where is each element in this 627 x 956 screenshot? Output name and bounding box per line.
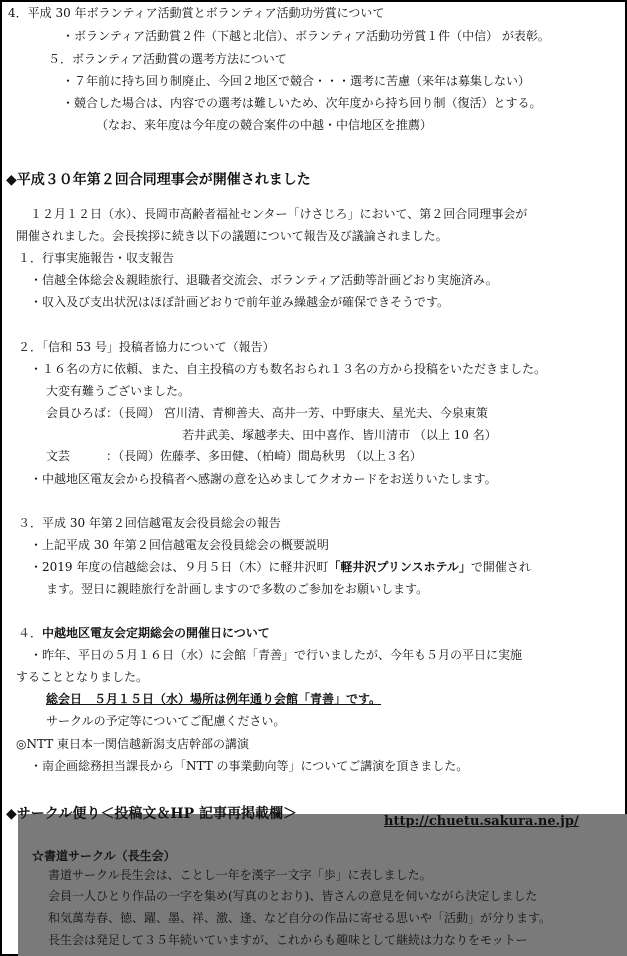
heading-text: サークル便り＜投稿文＆HP 記事再掲載欄＞ [16,806,297,822]
text-line: ・中越地区電友会から投稿者へ感謝の意を込めましてクオカードをお送りいたします。 [30,472,497,486]
text-line: 長生会は発足して３５年続いていますが、これからも趣味として継続は力なりをモットー [48,933,528,947]
text-line: 会員ひろば：（長岡） 宮川清、青柳善夫、高井一芳、中野康夫、星光夫、今泉東策 [46,406,488,420]
text-line: ・南企画総務担当課長から「NTT の事業動向等」についてご講演を頂きました。 [30,759,469,773]
text-line: 4．平成 30 年ボランティア活動賞とボランティア活動功労賞について [8,6,385,20]
text-line: ・上記平成 30 年第２回信越電友会役員総会の概要説明 [30,538,329,552]
text-line: ２．「信和 53 号」投稿者協力について（報告） [18,340,275,354]
heading-text: 平成３０年第２回合同理事会が開催されました [16,172,311,188]
diamond-bullet-icon: ◆ [6,806,17,822]
text-line: ・競合した場合は、内容での選考は難しいため、次年度から持ち回り制（復活）とする。 [62,96,542,110]
text-line: することとなりました。 [16,670,149,684]
text-line: 文芸 ：（長岡）佐藤孝、多田健、（柏崎）間島秋男 （以上３名） [46,449,422,463]
text-span: ・2019 年度の信越総会は、９月５日（木）に軽井沢町 [30,560,329,574]
item-title: 中越地区電友会定期総会の開催日について [42,626,270,640]
circle-news-heading [6,805,297,823]
text-line: ます。翌日に親睦旅行を計画しますので多数のご参加をお願いします。 [46,582,429,596]
item-number: ４． [18,626,43,640]
text-line: ３．平成 30 年第２回信越電友会役員総会の報告 [18,516,281,530]
text-line: 会員一人ひとり作品の一字を集め(写真のとおり)、皆さんの意見を伺いながら決定しました [48,889,538,903]
text-line: サークルの予定等についてご配慮ください。 [46,714,286,728]
text-line: 書道サークル長生会は、ことし一年を漢字一文字「歩」に表しました。 [48,868,432,882]
text-line: ・信越全体総会＆親睦旅行、退職者交流会、ボランティア活動等計画どおり実施済み。 [30,273,498,287]
text-line [18,626,270,641]
text-line: １２月１２日（水）、長岡市高齢者福祉センター「けさじろ」において、第２回合同理事会が [30,207,528,221]
text-line [30,560,531,575]
text-line: （なお、来年度は今年度の競合案件の中越・中信地区を推薦） [96,118,433,132]
hotel-name: 「軽井沢プリンスホテル」 [328,560,471,574]
text-span: で開催され [470,560,531,574]
meeting-date-line: 総会日 ５月１５日（水）場所は例年通り会館「青善」です。 [46,692,382,706]
text-line: ・昨年、平日の５月１６日（水）に会館「青善」で行いましたが、今年も５月の平日に実施 [30,648,523,662]
text-line: ・１６名の方に依頼、また、自主投稿の方も数名おられ１３名の方から投稿をいただきました。 [30,362,547,376]
text-line: 大変有難うございました。 [46,384,191,398]
diamond-bullet-icon: ◆ [6,172,17,188]
text-line: ・７年前に持ち回り制廃止、今回２地区で競合・・・選考に苦慮（来年は募集しない） [62,74,531,88]
text-line: 和気萬寿春、徳、躍、墨、祥、激、逢、など自分の作品に寄せる思いや「活動」が分ります。 [48,911,552,925]
section-heading [6,171,311,189]
calligraphy-circle-title: ☆書道サークル（長生会） [32,849,176,863]
text-line: 開催されました。会長挨拶に続き以下の議題について報告及び議論されました。 [16,229,448,243]
text-line: ・ボランティア活動賞２件（下越と北信）、ボランティア活動功労賞１件（中信） が表彰。 [62,29,550,43]
text-line: ◎NTT 東日本一関信越新潟支店幹部の講演 [16,737,250,751]
website-link[interactable]: http://chuetu.sakura.ne.jp/ [384,814,579,829]
text-line: ５．ボランティア活動賞の選考方法について [48,52,287,66]
text-line: 若井武美、塚越孝夫、田中喜作、皆川清市 （以上 10 名） [182,428,497,442]
text-line: １．行事実施報告・収支報告 [18,251,175,265]
text-line: ・収入及び支出状況はほぼ計画どおりで前年並み繰越金が確保できそうです。 [30,295,450,309]
